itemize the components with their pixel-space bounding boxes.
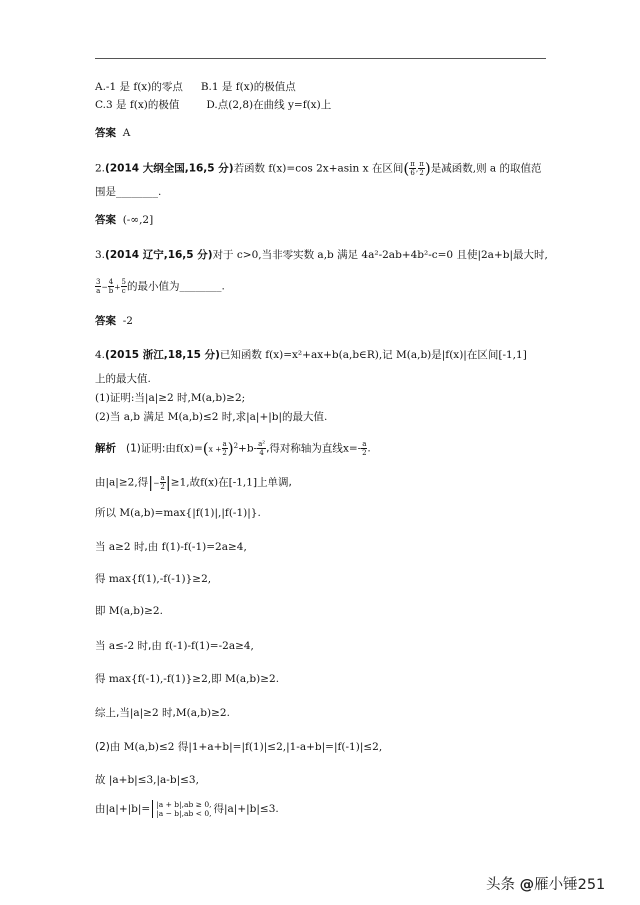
q2-interval-start: $\frac{\pi}{6}$ — [410, 160, 415, 177]
solution-line-9: 综上,当|a|≥2 时,M(a,b)≥2. — [95, 707, 230, 719]
q2-answer-line — [95, 213, 153, 227]
q3-answer-line — [95, 314, 133, 328]
q4-part-1: (1)证明:当|a|≥2 时,M(a,b)≥2; — [95, 392, 246, 404]
solution-line-10: (2)由 M(a,b)≤2 得|1+a+b|=|f(1)|≤2,|1-a+b|=|f(-1)|≤2, — [95, 741, 383, 753]
header-rule — [95, 58, 546, 59]
q3-frac-c: $\frac{5}{c}$ — [121, 278, 126, 295]
q4-source: (2015 浙江,18,15 分) — [105, 349, 220, 361]
choice-d: D.点(2,8)在曲线 y=f(x)上 — [206, 99, 332, 111]
solution-line-3: 所以 M(a,b)=max{|f(1)|,|f(-1)|}. — [95, 507, 261, 519]
case-brace: |a + b|,ab ≥ 0, |a − b|,ab < 0, — [152, 800, 211, 818]
choices-row-2 — [95, 98, 331, 112]
q3-number: 3. — [95, 249, 106, 261]
q1-answer-line — [95, 126, 130, 140]
solution-line-4: 当 a≥2 时,由 f(1)-f(-1)=2a≥4, — [95, 541, 247, 553]
q2-text-after: 是减函数,则 a 的取值范 — [430, 162, 542, 175]
q3-frac-a: $\frac{3}{a}$ — [96, 278, 101, 295]
q2-line-2: 围是________. — [95, 186, 162, 198]
answer-label: 答案 — [95, 127, 116, 139]
q4-line-1 — [95, 348, 527, 362]
q3-line-2: $\frac{3}{a}$ − $\frac{4}{b}$ + $\frac{5}{c}$ 的最小值为________. — [96, 278, 225, 295]
solution-line-8: 得 max{f(-1),-f(1)}≥2,即 M(a,b)≥2. — [95, 673, 280, 685]
choice-c: C.3 是 f(x)的极值 — [95, 99, 180, 111]
q4-line-2: 上的最大值. — [95, 373, 151, 385]
q4-text: 已知函数 f(x)=x²+ax+b(a,b∈R),记 M(a,b)是|f(x)|在区间[-1,1] — [219, 349, 527, 361]
choice-b: B.1 是 f(x)的极值点 — [200, 81, 296, 93]
solution-line-7: 当 a≤-2 时,由 f(-1)-f(1)=-2a≥4, — [95, 640, 254, 652]
q3-text: 对于 c>0,当非零实数 a,b 满足 4a²-2ab+4b²-c=0 且使|2a+b|最大时, — [212, 249, 548, 261]
q4-part-2: (2)当 a,b 满足 M(a,b)≤2 时,求|a|+|b|的最大值. — [95, 411, 328, 423]
q3-expr-tail: 的最小值为________. — [127, 280, 225, 293]
q4-number: 4. — [95, 349, 106, 361]
q3-frac-b: $\frac{4}{b}$ — [108, 278, 114, 295]
q2-number: 2. — [95, 162, 106, 175]
answer-label: 答案 — [95, 315, 116, 327]
q3-answer: -2 — [122, 315, 133, 327]
answer-label: 答案 — [95, 214, 116, 226]
watermark: 头条 @雁小锤251 — [486, 877, 606, 893]
q2-interval-end: $\frac{\pi}{2}$ — [419, 160, 424, 177]
solution-line-12: 由|a|+|b|= |a + b|,ab ≥ 0, |a − b|,ab < 0, 得|a|+|b|≤3. — [95, 800, 279, 818]
q2-answer: (-∞,2] — [122, 214, 154, 226]
q1-answer: A — [122, 127, 131, 139]
q2-text: 若函数 f(x)=cos 2x+asin x 在区间 — [233, 162, 404, 175]
q2-line-1: 2.(2014 大纲全国,16,5 分)若函数 f(x)=cos 2x+asin x 在区间( $\frac{\pi}{6}$ , $\frac{\pi}{2}$ )是减函数,则 a 的取值范 — [95, 159, 542, 178]
solution-line-2: 由|a|≥2,得|− $\frac{a}{2}$ |≥1,故f(x)在[-1,1]上单调, — [95, 473, 292, 492]
choice-a: A.-1 是 f(x)的零点 — [95, 81, 183, 93]
choices-row-1 — [95, 80, 296, 94]
solution-line-1: 解析 (1)证明:由f(x)=(x + $\frac{a}{2}$ )$^2$+b- $\frac{\text{a²}}{4}$ ,得对称轴为直线x=- $\frac{a}{2}$ . — [95, 439, 371, 458]
q3-line-1 — [95, 248, 548, 262]
solution-line-6: 即 M(a,b)≥2. — [95, 605, 163, 617]
q2-source: (2014 大纲全国,16,5 分) — [105, 162, 234, 175]
solution-line-5: 得 max{f(1),-f(-1)}≥2, — [95, 573, 212, 585]
solution-label: 解析 — [95, 442, 116, 455]
solution-line-11: 故 |a+b|≤3,|a-b|≤3, — [95, 774, 199, 786]
q3-source: (2014 辽宁,16,5 分) — [105, 249, 213, 261]
